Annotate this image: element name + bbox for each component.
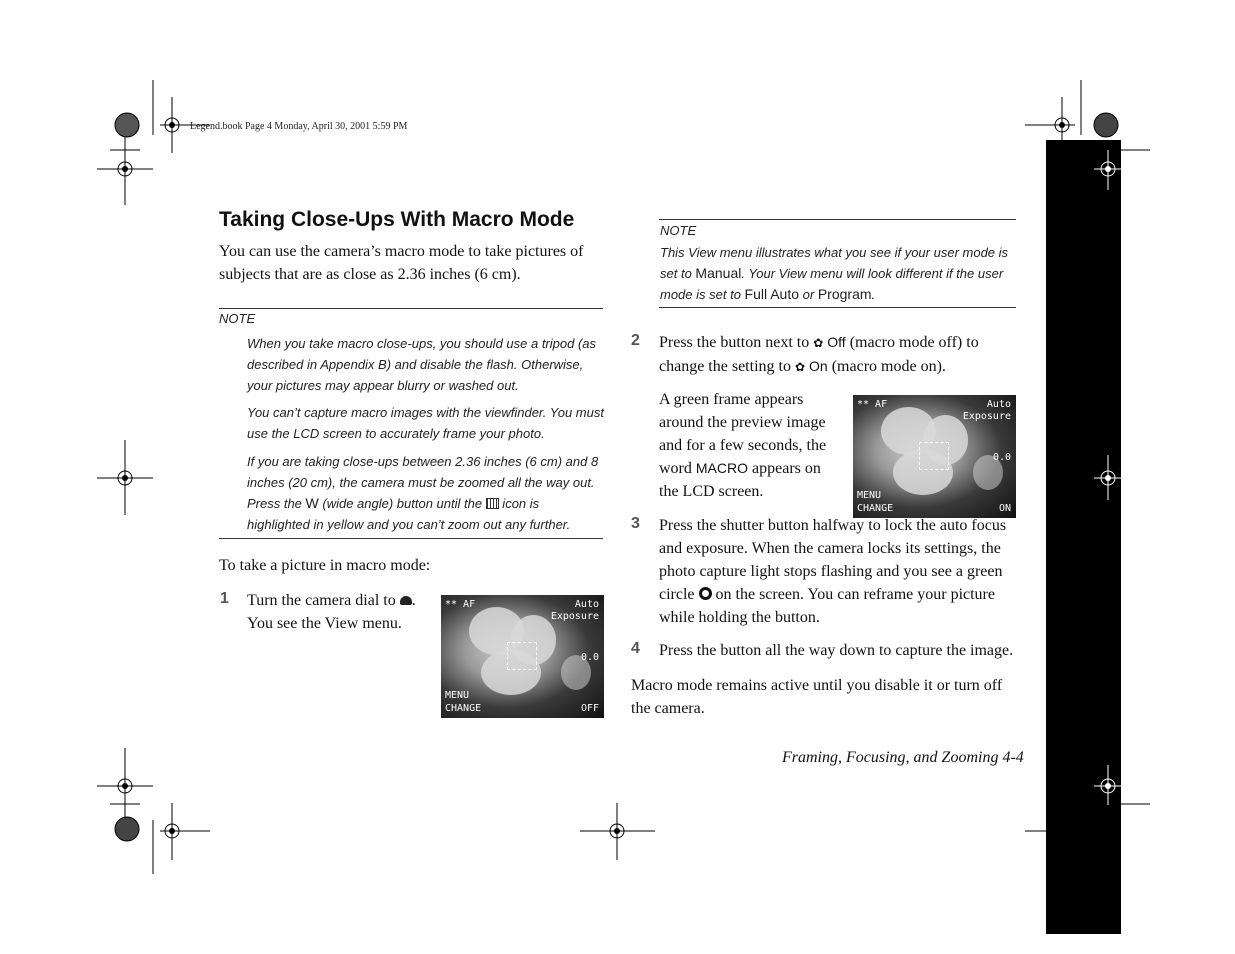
- lcd-exposure-label: Exposure: [962, 411, 1011, 422]
- page-footer: Framing, Focusing, and Zooming 4-4: [782, 749, 1024, 766]
- step-1-text: Turn the camera dial to . You see the View menu.: [247, 592, 416, 632]
- lcd-macro-state: ON: [998, 503, 1011, 514]
- note-bottom-rule: [219, 538, 603, 539]
- camera-dial-icon: [400, 596, 412, 605]
- lcd-auto-label: Auto: [574, 599, 599, 610]
- closing-paragraph: Macro mode remains active until you disable it or turn off the camera.: [631, 677, 1003, 717]
- step-4-text: Press the button all the way down to capture the image.: [659, 642, 1014, 659]
- focus-frame: [919, 442, 949, 470]
- lcd-change-label: CHANGE: [857, 503, 894, 514]
- note-paragraph-1: When you take macro close-ups, you should use a tripod (as described in Appendix B) and disable the flash. Otherwise, your pictures may appear blurry or washed out.: [247, 336, 597, 393]
- step-4-number: 4: [631, 640, 640, 657]
- lcd-status-left: ** AF: [857, 399, 888, 410]
- note-paragraph-2: You can’t capture macro images with the viewfinder. You must use the LCD screen to accurately frame your photo.: [247, 405, 604, 441]
- step-1-number: 1: [220, 590, 229, 607]
- right-note-text: This View menu illustrates what you see if your user mode is set to Manual. Your View menu will look different if the user mode is set to Full Auto or Program.: [660, 245, 1009, 302]
- lcd-ev-value: 0.0: [992, 452, 1011, 463]
- lcd-auto-label: Auto: [986, 399, 1011, 410]
- step-2-number: 2: [631, 332, 640, 349]
- note-label: NOTE: [219, 311, 256, 326]
- lcd-preview-image-macro-on: [853, 395, 1016, 518]
- focus-frame: [507, 642, 537, 670]
- step-2-text: Press the button next to ✿ Off (macro mode off) to change the setting to ✿ On (macro mode on).: [659, 334, 979, 375]
- lcd-status-left: ** AF: [445, 599, 476, 610]
- lcd-menu-label: MENU: [445, 690, 470, 701]
- lcd-macro-state: OFF: [580, 703, 599, 714]
- lcd-exposure-label: Exposure: [550, 611, 599, 622]
- note-top-rule: [219, 308, 603, 309]
- to-take-paragraph: To take a picture in macro mode:: [219, 557, 431, 574]
- intro-paragraph: You can use the camera’s macro mode to take pictures of subjects that are as close as 2.36 inches (6 cm).: [219, 243, 584, 283]
- lcd-change-label: CHANGE: [445, 703, 482, 714]
- step-2-detail: A green frame appears around the preview image and for a few seconds, the word MACRO appears on the LCD screen.: [659, 391, 827, 500]
- lcd-menu-label: MENU: [857, 490, 882, 501]
- step-3-number: 3: [631, 515, 640, 532]
- macro-flower-icon: ✿: [813, 336, 824, 350]
- file-header: Legend.book Page 4 Monday, April 30, 2001 5:59 PM: [190, 121, 408, 132]
- step-3-text: Press the shutter button halfway to lock the auto focus and exposure. When the camera locks its settings, the photo capture light stops flashing and you see a green circle on the screen. You can reframe your picture while holding the button.: [659, 517, 1007, 626]
- right-note-label: NOTE: [660, 223, 697, 238]
- lcd-ev-value: 0.0: [580, 652, 599, 663]
- lcd-preview-image-macro-off: [441, 595, 604, 718]
- page-title: Taking Close-Ups With Macro Mode: [219, 208, 575, 231]
- green-circle-icon: [699, 587, 712, 600]
- right-note-top-rule: [659, 219, 1016, 220]
- note-paragraph-3: If you are taking close-ups between 2.36 inches (6 cm) and 8 inches (20 cm), the camera must be zoomed all the way out. Press the W (wide angle) button until the icon is highlighted in yellow and you can’t zoom out any further.: [247, 454, 599, 532]
- zoom-wide-icon: [486, 498, 499, 509]
- macro-flower-icon: ✿: [794, 360, 806, 374]
- right-note-bottom-rule: [659, 307, 1016, 308]
